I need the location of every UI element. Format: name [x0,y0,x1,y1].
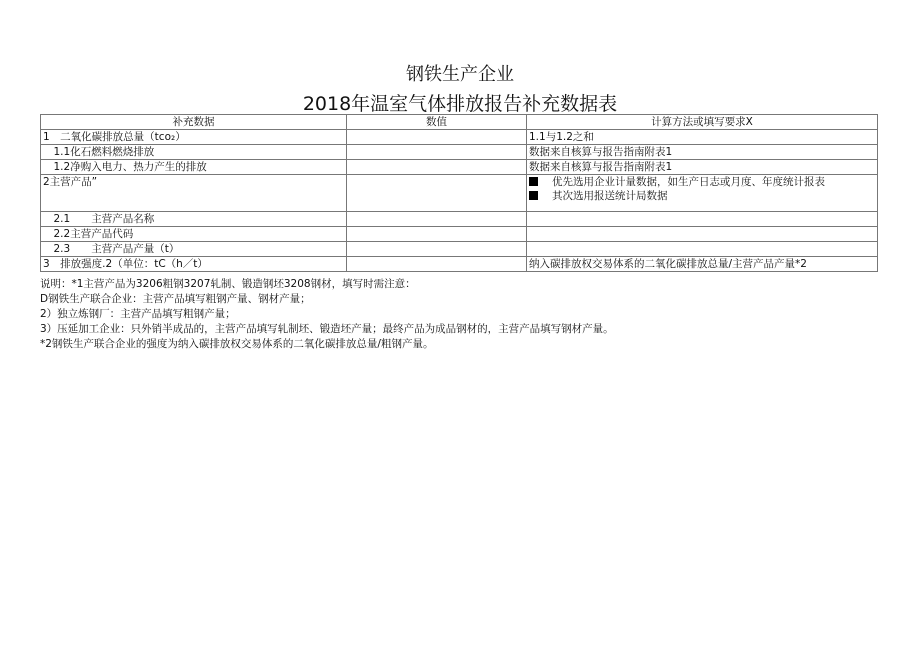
table-row [41,257,878,272]
row-item: 2.1 主营产品名称 [41,212,347,227]
table-row [41,212,878,227]
document-title-company: 钢铁生产企业 [406,64,514,85]
row-value[interactable] [347,227,527,242]
bullet-item [529,189,875,203]
row-item: 3 排放强度.2（单位：tC（h／t） [41,257,347,272]
square-bullet-icon [529,191,538,200]
row-method [527,212,878,227]
table-row [41,160,878,175]
document-title-report: 2018年温室气体排放报告补充数据表 [302,93,618,115]
row-item: 2.3 主营产品产量（t） [41,242,347,257]
row-method [527,227,878,242]
bullet-text: 优先选用企业计量数据，如生产日志或月度、年度统计报表 [552,176,825,188]
table-header-row [41,115,878,130]
bullet-text: 其次选用报送统计局数据 [552,190,668,202]
row-method: 数据来自核算与报告指南附表1 [527,160,878,175]
row-method: 1.1与1.2之和 [527,130,878,145]
row-value[interactable] [347,160,527,175]
header-method: 计算方法或填写要求X [527,115,878,130]
row-value[interactable] [347,242,527,257]
row-item: 1.1化石燃料燃烧排放 [41,145,347,160]
note-line: 3）压延加工企业：只外销半成品的，主营产品填写轧制坯、锻造坯产量；最终产品为成品钢材的，主营产品填写钢材产量。 [40,323,614,335]
square-bullet-icon [529,177,538,186]
row-item: 2.2主营产品代码 [41,227,347,242]
row-method [527,242,878,257]
row-method: 纳入碳排放权交易体系的二氧化碳排放总量/主营产品产量*2 [527,257,878,272]
header-item: 补充数据 [41,115,347,130]
row-item: 1.2净购入电力、热力产生的排放 [41,160,347,175]
table-row [41,175,878,212]
note-line: D钢铁生产联合企业：主营产品填写粗钢产量、钢材产量； [40,293,311,305]
header-value: 数值 [347,115,527,130]
row-value[interactable] [347,175,527,212]
row-item: 2主营产品” [41,175,347,212]
row-value[interactable] [347,130,527,145]
note-line: 说明：*1主营产品为3206粗钢3207轧制、锻造钢坯3208钢材，填写时需注意： [40,278,416,290]
row-value[interactable] [347,257,527,272]
table-row [41,145,878,160]
row-method: 数据来自核算与报告指南附表1 [527,145,878,160]
notes [40,277,614,352]
bullet-item [529,175,875,189]
table-row [41,227,878,242]
row-method [527,175,878,212]
supplementary-data-table [40,114,878,272]
row-value[interactable] [347,212,527,227]
row-value[interactable] [347,145,527,160]
table-row [41,242,878,257]
note-line: *2钢铁生产联合企业的强度为纳入碳排放权交易体系的二氧化碳排放总量/粗钢产量。 [40,338,434,350]
note-line: 2）独立炼钢厂：主营产品填写粗钢产量； [40,308,236,320]
row-item: 1 二氧化碳排放总量（tco₂） [41,130,347,145]
table-row [41,130,878,145]
